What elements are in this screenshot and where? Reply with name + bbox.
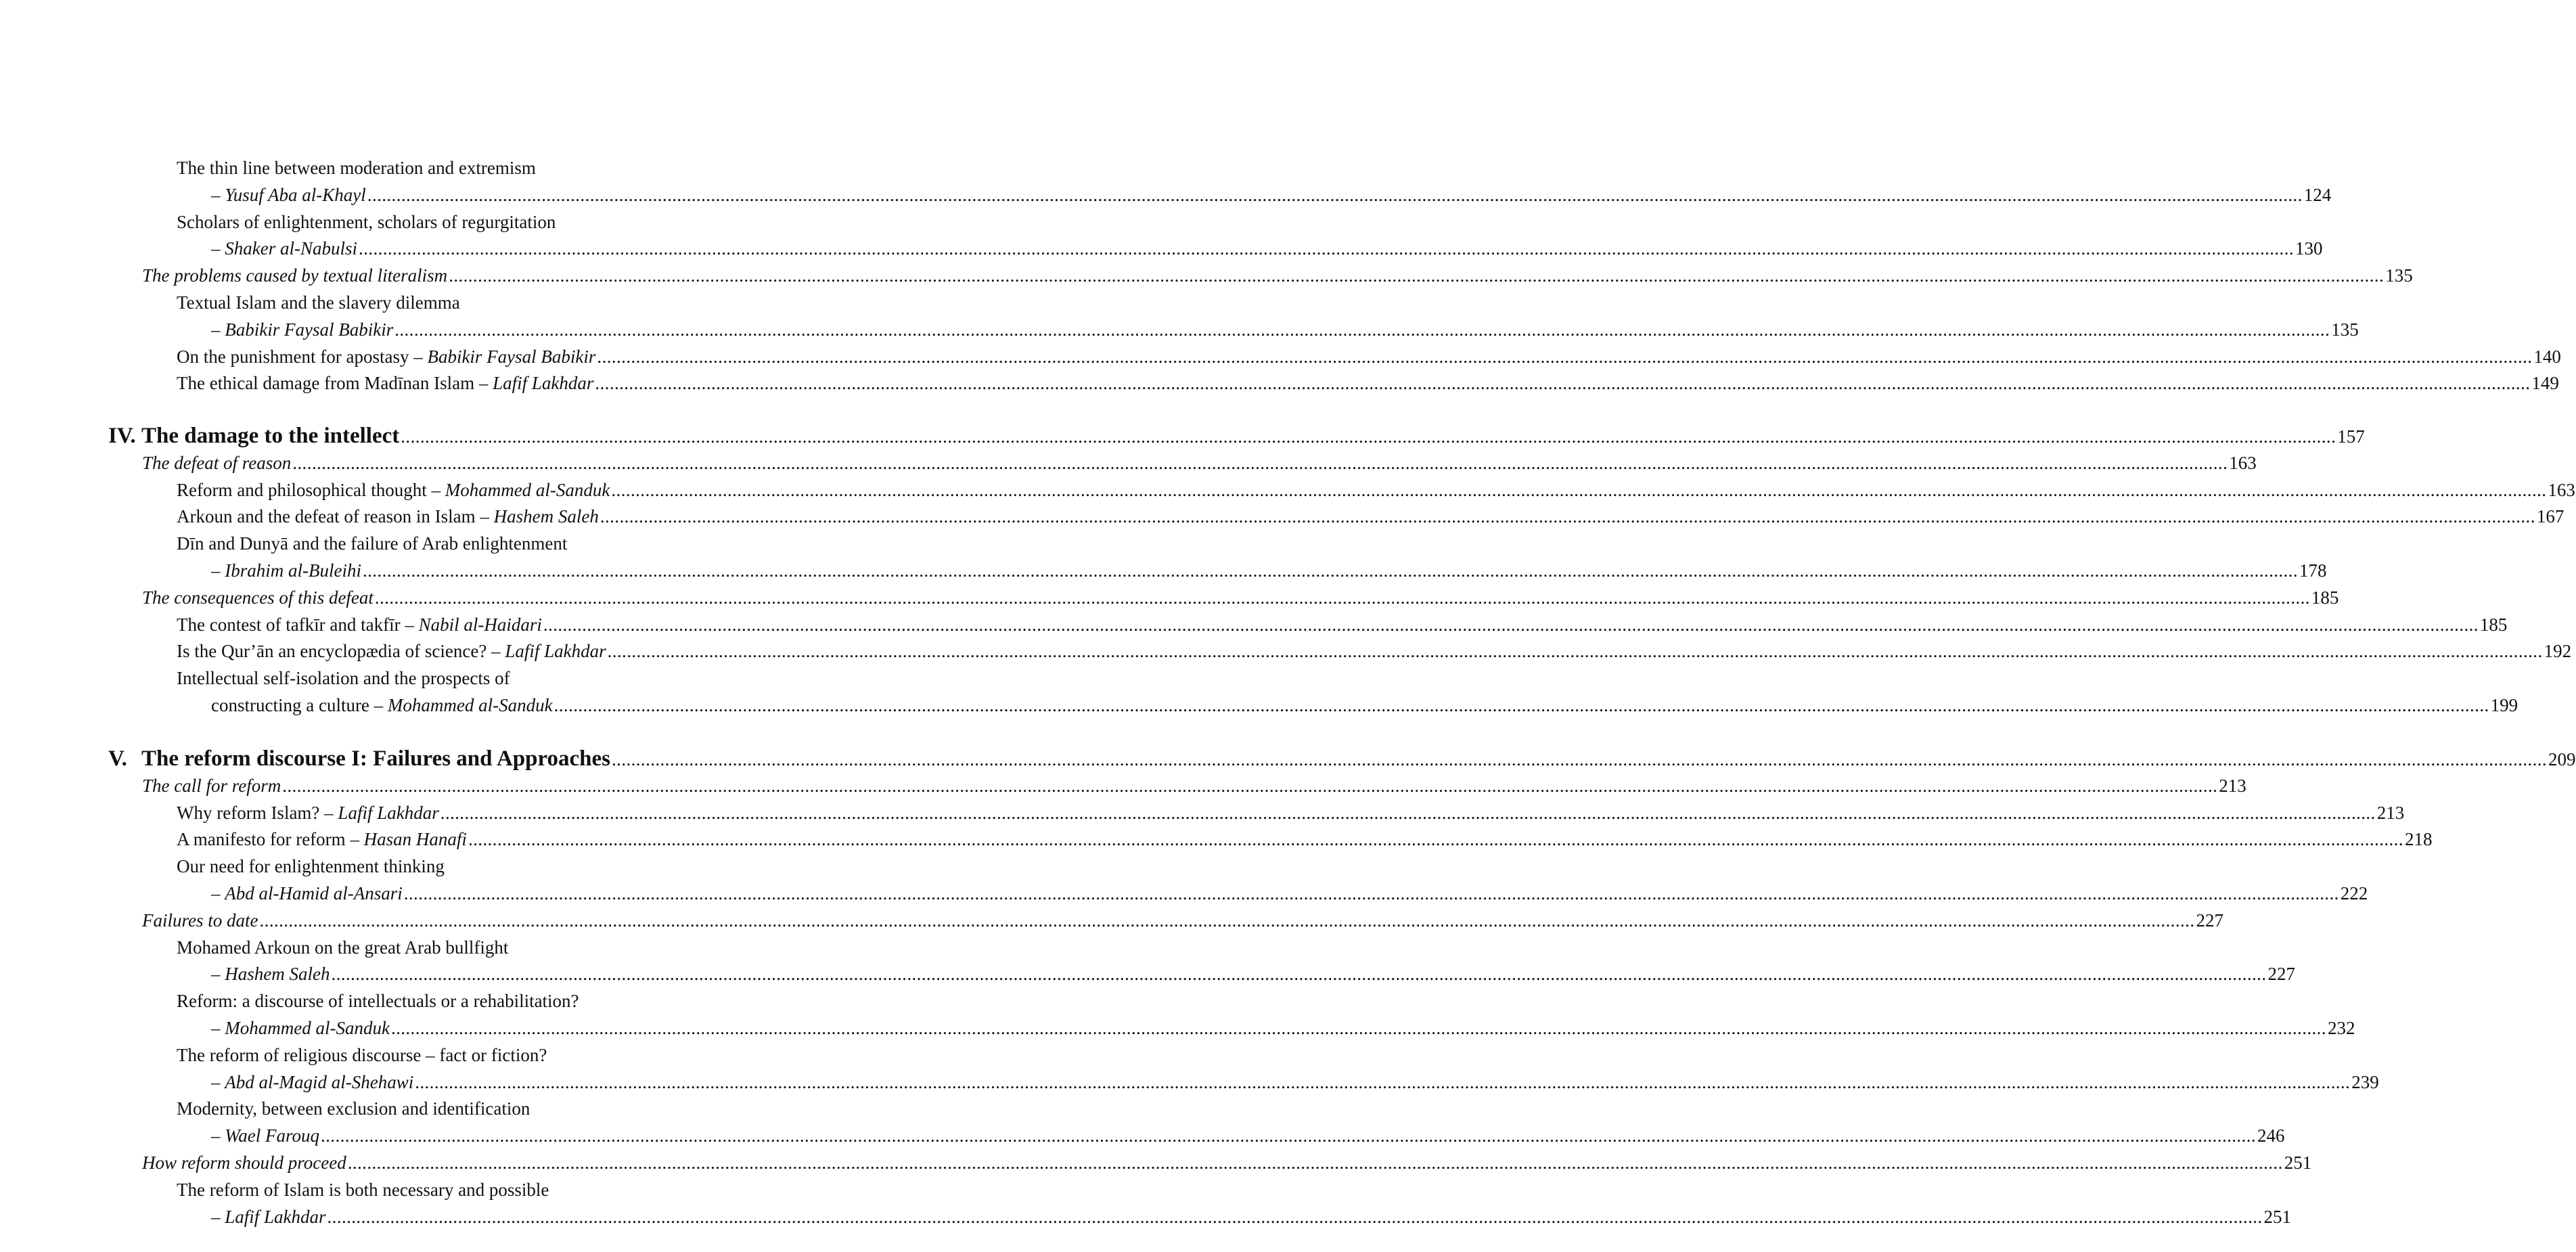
author-name: Mohammed al-Sanduk: [387, 695, 553, 715]
author-name: Mohammed al-Sanduk: [225, 1018, 390, 1038]
entry-title: [211, 236, 357, 261]
leader-dots: ................................................................................................................................................................................................................................................................................................................................................................................................................: [259, 910, 2195, 931]
page-number: 135: [2331, 319, 2359, 340]
author-name: Babikir Faysal Babikir: [225, 319, 394, 340]
section-number: V.: [108, 746, 127, 771]
toc-line[interactable]: [211, 1069, 2379, 1095]
section-heading[interactable]: [108, 423, 2365, 449]
page-number: 239: [2351, 1072, 2379, 1092]
entry-title: [177, 477, 610, 503]
toc-line[interactable]: [177, 209, 704, 235]
toc-line[interactable]: [177, 826, 2433, 852]
author-name: Mohammed al-Sanduk: [445, 480, 610, 500]
entry-title: Our need for enlightenment thinking: [177, 856, 445, 876]
subsection-title: The problems caused by textual literalism: [142, 265, 448, 286]
author-name: Hashem Saleh: [225, 964, 330, 984]
entry-prefix: On the punishment for apostasy –: [177, 346, 428, 367]
entry-title: The reform of religious discourse – fact or fiction?: [177, 1045, 547, 1065]
author-name: Shaker al-Nabulsi: [225, 238, 357, 259]
entry-title: [177, 826, 467, 852]
page-number: 209: [2548, 749, 2576, 769]
leader-dots: ................................................................................................................................................................................................................................................................................................................................................................................................................: [374, 587, 2310, 608]
author-name: Babikir Faysal Babikir: [427, 346, 596, 367]
toc-line[interactable]: [142, 773, 2246, 799]
author-name: Abd al-Magid al-Shehawi: [225, 1072, 414, 1092]
leader-dots: ................................................................................................................................................................................................................................................................................................................................................................................................................: [468, 829, 2403, 849]
leader-dots: ................................................................................................................................................................................................................................................................................................................................................................................................................: [367, 185, 2303, 205]
entry-title: [211, 961, 330, 987]
page-number: 227: [2267, 964, 2295, 984]
leader-dots: ................................................................................................................................................................................................................................................................................................................................................................................................................: [359, 238, 2294, 259]
toc-line[interactable]: [211, 1123, 2285, 1148]
leader-dots: ................................................................................................................................................................................................................................................................................................................................................................................................................: [612, 749, 2548, 769]
toc-line[interactable]: [142, 585, 2339, 610]
leader-dots: ................................................................................................................................................................................................................................................................................................................................................................................................................: [362, 560, 2298, 581]
toc-line[interactable]: [211, 558, 2327, 583]
author-name: Wael Farouq: [225, 1125, 319, 1146]
entry-title: The thin line between moderation and extremism: [177, 158, 536, 178]
author-name: Lafif Lakhdar: [505, 641, 606, 661]
entry-prefix: Why reform Islam? –: [177, 803, 338, 823]
entry-title: [177, 800, 439, 826]
entry-title: [177, 612, 542, 638]
toc-line[interactable]: [211, 692, 2518, 718]
subsection-title: The call for reform: [142, 776, 281, 796]
entry-title: [211, 317, 393, 342]
toc-line[interactable]: [177, 1042, 704, 1068]
entry-title: Scholars of enlightenment, scholars of regurgitation: [177, 212, 556, 232]
entry-title: [211, 1069, 413, 1095]
toc-line[interactable]: [177, 290, 704, 315]
leader-dots: ................................................................................................................................................................................................................................................................................................................................................................................................................: [321, 1125, 2256, 1146]
author-name: Hasan Hanafi: [363, 829, 467, 849]
leader-dots: ................................................................................................................................................................................................................................................................................................................................................................................................................: [543, 614, 2479, 635]
entry-prefix: –: [211, 1207, 225, 1227]
page-number: 232: [2327, 1018, 2355, 1038]
leader-dots: ................................................................................................................................................................................................................................................................................................................................................................................................................: [292, 453, 2228, 473]
toc-line[interactable]: [142, 908, 2223, 933]
leader-dots: ................................................................................................................................................................................................................................................................................................................................................................................................................: [331, 964, 2267, 984]
page-number: 140: [2533, 346, 2561, 367]
page-number: 251: [2263, 1207, 2292, 1227]
leader-dots: ................................................................................................................................................................................................................................................................................................................................................................................................................: [401, 426, 2336, 447]
entry-prefix: The contest of tafkīr and takfīr –: [177, 614, 419, 635]
entry-title: [177, 638, 606, 664]
toc-line[interactable]: [177, 370, 2559, 396]
subsection-title: The defeat of reason: [142, 453, 292, 473]
section-heading[interactable]: [108, 746, 2576, 772]
entry-prefix: Is the Qur’ān an encyclopædia of science? –: [177, 641, 505, 661]
entry-prefix: A manifesto for reform –: [177, 829, 364, 849]
entry-title: [177, 370, 593, 396]
entry-title: Intellectual self-isolation and the prospects of: [177, 668, 510, 688]
entry-title: [177, 504, 599, 529]
page-number: 135: [2385, 265, 2413, 286]
author-name: Abd al-Hamid al-Ansari: [225, 883, 403, 903]
entry-title: [211, 1123, 319, 1148]
section-number: IV.: [108, 424, 136, 448]
page-number: 251: [2284, 1153, 2312, 1173]
toc-line[interactable]: [211, 182, 2332, 208]
subsection-title: How reform should proceed: [142, 1153, 346, 1173]
page-number: 157: [2337, 426, 2365, 447]
entry-prefix: –: [211, 560, 225, 581]
entry-prefix: –: [211, 185, 225, 205]
page-number: 246: [2257, 1125, 2285, 1146]
toc-line[interactable]: [177, 853, 704, 879]
page-number: 185: [2479, 614, 2508, 635]
leader-dots: ................................................................................................................................................................................................................................................................................................................................................................................................................: [440, 803, 2376, 823]
author-name: Hashem Saleh: [493, 506, 599, 527]
leader-dots: ................................................................................................................................................................................................................................................................................................................................................................................................................: [415, 1072, 2351, 1092]
page-number: 130: [2295, 238, 2323, 259]
page-number: 149: [2531, 373, 2559, 393]
toc-line[interactable]: [211, 961, 2295, 987]
author-name: Yusuf Aba al-Khayl: [225, 185, 366, 205]
leader-dots: ................................................................................................................................................................................................................................................................................................................................................................................................................: [390, 1018, 2326, 1038]
toc-line[interactable]: [177, 344, 2561, 370]
subsection-title: The consequences of this defeat: [142, 587, 374, 608]
leader-dots: ................................................................................................................................................................................................................................................................................................................................................................................................................: [553, 695, 2489, 715]
page-number: 178: [2299, 560, 2327, 581]
leader-dots: ................................................................................................................................................................................................................................................................................................................................................................................................................: [611, 480, 2547, 500]
toc-line[interactable]: [177, 477, 2575, 503]
toc-line[interactable]: [177, 155, 704, 181]
page-number: 213: [2219, 776, 2246, 796]
leader-dots: ................................................................................................................................................................................................................................................................................................................................................................................................................: [403, 883, 2339, 903]
leader-dots: ................................................................................................................................................................................................................................................................................................................................................................................................................: [347, 1153, 2283, 1173]
author-name: Lafif Lakhdar: [225, 1207, 326, 1227]
entry-prefix: Reform and philosophical thought –: [177, 480, 445, 500]
page-number: 213: [2376, 803, 2405, 823]
page-number: 227: [2196, 910, 2223, 931]
page-number: 163: [2548, 480, 2575, 500]
entry-title: Mohamed Arkoun on the great Arab bullfight: [177, 937, 509, 958]
page-number: 199: [2490, 695, 2518, 715]
toc-line[interactable]: [177, 800, 2405, 826]
leader-dots: ................................................................................................................................................................................................................................................................................................................................................................................................................: [600, 506, 2535, 527]
toc-line[interactable]: [177, 612, 2508, 638]
entry-title: Modernity, between exclusion and identification: [177, 1098, 530, 1119]
entry-title: [211, 182, 366, 208]
leader-dots: ................................................................................................................................................................................................................................................................................................................................................................................................................: [607, 641, 2543, 661]
entry-title: Textual Islam and the slavery dilemma: [177, 292, 460, 313]
subsection-title: Failures to date: [142, 910, 258, 931]
toc-line[interactable]: [177, 638, 2572, 664]
toc-line[interactable]: [142, 1150, 2312, 1176]
leader-dots: ................................................................................................................................................................................................................................................................................................................................................................................................................: [595, 373, 2531, 393]
author-name: Ibrahim al-Buleihi: [225, 560, 361, 581]
entry-title: The reform of Islam is both necessary and possible: [177, 1180, 549, 1200]
leader-dots: ................................................................................................................................................................................................................................................................................................................................................................................................................: [282, 776, 2218, 796]
toc-line[interactable]: [177, 531, 704, 556]
toc-line[interactable]: [177, 504, 2564, 529]
entry-prefix: The ethical damage from Madīnan Islam –: [177, 373, 493, 393]
toc-line[interactable]: [211, 880, 2368, 906]
page-number: 124: [2303, 185, 2332, 205]
entry-title: [177, 344, 595, 370]
page-number: 185: [2311, 587, 2339, 608]
entry-title: [211, 880, 403, 906]
entry-prefix: –: [211, 1125, 225, 1146]
entry-title: [211, 692, 553, 718]
author-name: Nabil al-Haidari: [418, 614, 542, 635]
toc-line[interactable]: [211, 236, 2323, 261]
toc-line[interactable]: [142, 450, 2257, 476]
section-title: The reform discourse I: Failures and Approaches: [141, 746, 611, 771]
toc-line[interactable]: [177, 988, 704, 1014]
entry-prefix: Arkoun and the defeat of reason in Islam –: [177, 506, 494, 527]
entry-title: Reform: a discourse of intellectuals or a rehabilitation?: [177, 991, 579, 1011]
entry-prefix: constructing a culture –: [211, 695, 388, 715]
section-title: The damage to the intellect: [141, 424, 400, 448]
toc-line[interactable]: [177, 665, 704, 691]
page-number: 192: [2544, 641, 2572, 661]
toc-line[interactable]: [142, 263, 2413, 288]
entry-prefix: –: [211, 319, 225, 340]
page-number: 218: [2404, 829, 2433, 849]
entry-title: [211, 1015, 390, 1041]
entry-title: Dīn and Dunyā and the failure of Arab enlightenment: [177, 533, 568, 554]
leader-dots: ................................................................................................................................................................................................................................................................................................................................................................................................................: [449, 265, 2385, 286]
leader-dots: ................................................................................................................................................................................................................................................................................................................................................................................................................: [327, 1207, 2263, 1227]
entry-prefix: –: [211, 1018, 225, 1038]
author-name: Lafif Lakhdar: [493, 373, 594, 393]
page-number: 163: [2229, 453, 2257, 473]
leader-dots: ................................................................................................................................................................................................................................................................................................................................................................................................................: [597, 346, 2533, 367]
entry-prefix: –: [211, 883, 225, 903]
entry-prefix: –: [211, 238, 225, 259]
entry-title: [211, 1204, 326, 1230]
toc-line[interactable]: [177, 1096, 704, 1121]
toc-line[interactable]: [211, 1015, 2355, 1041]
toc-line[interactable]: [211, 317, 2359, 342]
toc-line[interactable]: [211, 1204, 2292, 1230]
toc-line[interactable]: [177, 935, 704, 960]
author-name: Lafif Lakhdar: [338, 803, 439, 823]
entry-prefix: –: [211, 1072, 225, 1092]
page-number: 167: [2536, 506, 2564, 527]
leader-dots: ................................................................................................................................................................................................................................................................................................................................................................................................................: [394, 319, 2330, 340]
page-number: 222: [2340, 883, 2368, 903]
toc-line[interactable]: [177, 1177, 704, 1203]
entry-title: [211, 558, 361, 583]
entry-prefix: –: [211, 964, 225, 984]
